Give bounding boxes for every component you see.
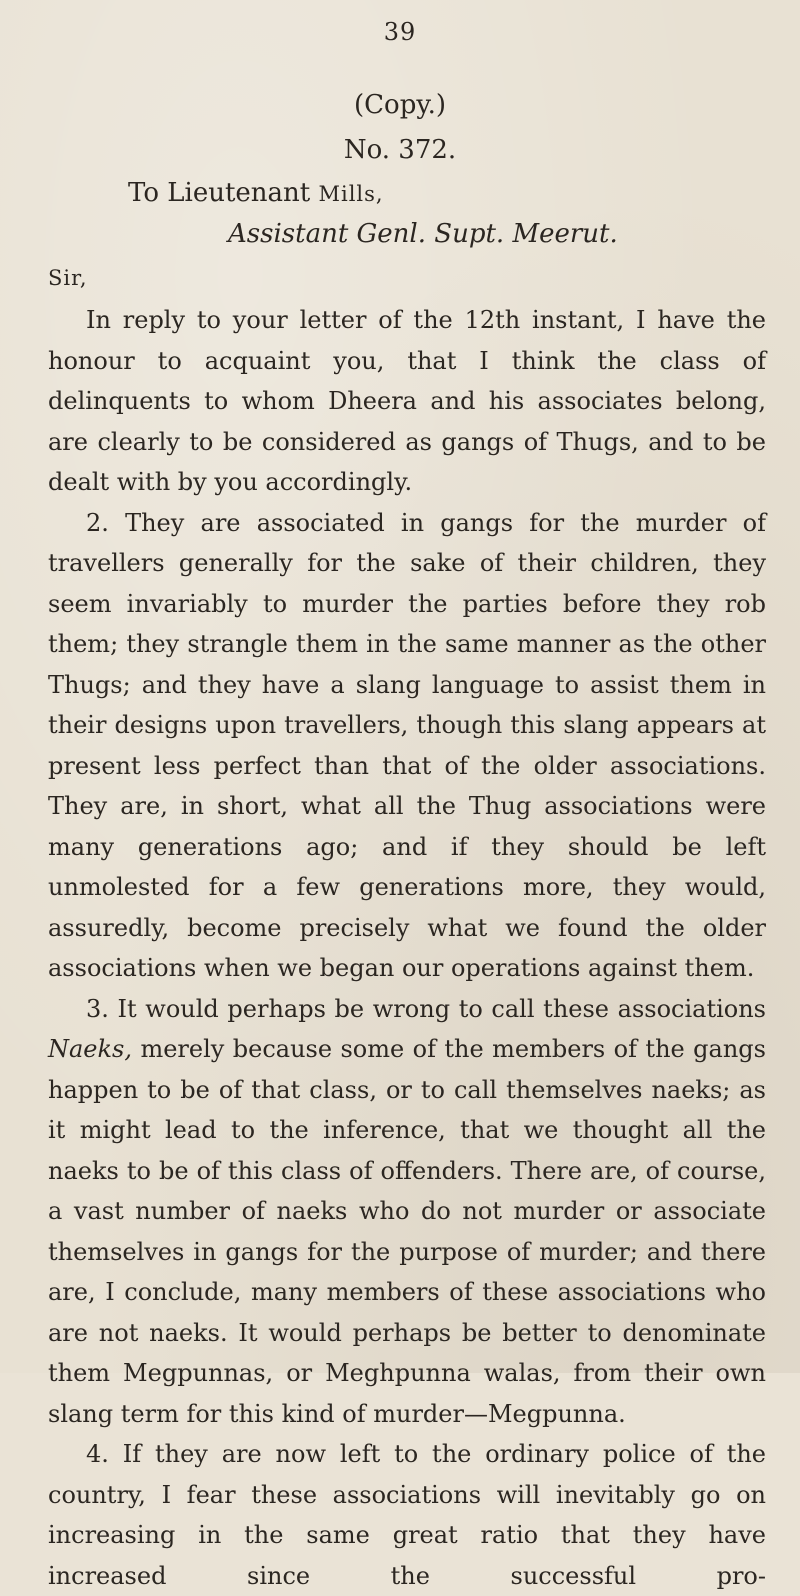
paragraph-1: In reply to your letter of the 12th instant, I have the honour to acquaint you, that I think the class of delinquents to whom Dheera and his associates belong, are clearly to be considered as gangs of Thugs, and to be dealt with by you accordingly. (48, 306, 766, 496)
salutation-text: Sir, (48, 266, 88, 290)
page-number: 39 (383, 18, 417, 46)
letter-number: No. 372. (343, 135, 457, 165)
copy-label: (Copy.) (354, 90, 446, 120)
paragraph-3-start: 3. It would perhaps be wrong to call these associations (86, 994, 766, 1023)
addressee-name: Mills, (318, 182, 384, 206)
addressee-title: Assistant Genl. Supt. Meerut. (228, 219, 618, 249)
paragraph-3-rest: merely because some of the members of the gangs happen to be of that class, or to call themselves naeks; as it might lead to the inference, that we thought all the naeks to be of this class of offenders. There are, of course, a vast number of naeks who do not murder or associate themselves in gangs for the purpose of murder; and there are, I conclude, many members of these associations who are not naeks. It would perhaps be better to denominate them Megpunnas, or Meghpunna walas, from their own slang term for this kind of murder—Megpunna. (48, 1035, 766, 1428)
salutation (48, 263, 88, 291)
paragraph-3 (48, 989, 766, 1435)
addressee-line (128, 178, 384, 208)
paragraph-3-italic-term: Naeks, (48, 1035, 132, 1063)
letter-body (48, 300, 766, 1596)
paragraph-2: 2. They are associated in gangs for the murder of travellers generally for the sake of their children, they seem invariably to murder the parties before they rob them; they strangle them in the same manner as the other Thugs; and they have a slang language to assist them in their designs upon travellers, though this slang appears at present less perfect than that of the older associations. They are, in short, what all the Thug associations were many generations ago; and if they should be left unmolested for a few generations more, they would, assuredly, become precisely what we found the older associations when we began our operations against them. (48, 508, 766, 982)
paragraph-4: 4. If they are now left to the ordinary police of the country, I fear these associations will inevitably go on increasing in the same great ratio that they have increased since the successful pro- (48, 1440, 766, 1590)
addressee-prefix: To Lieutenant (128, 178, 319, 208)
